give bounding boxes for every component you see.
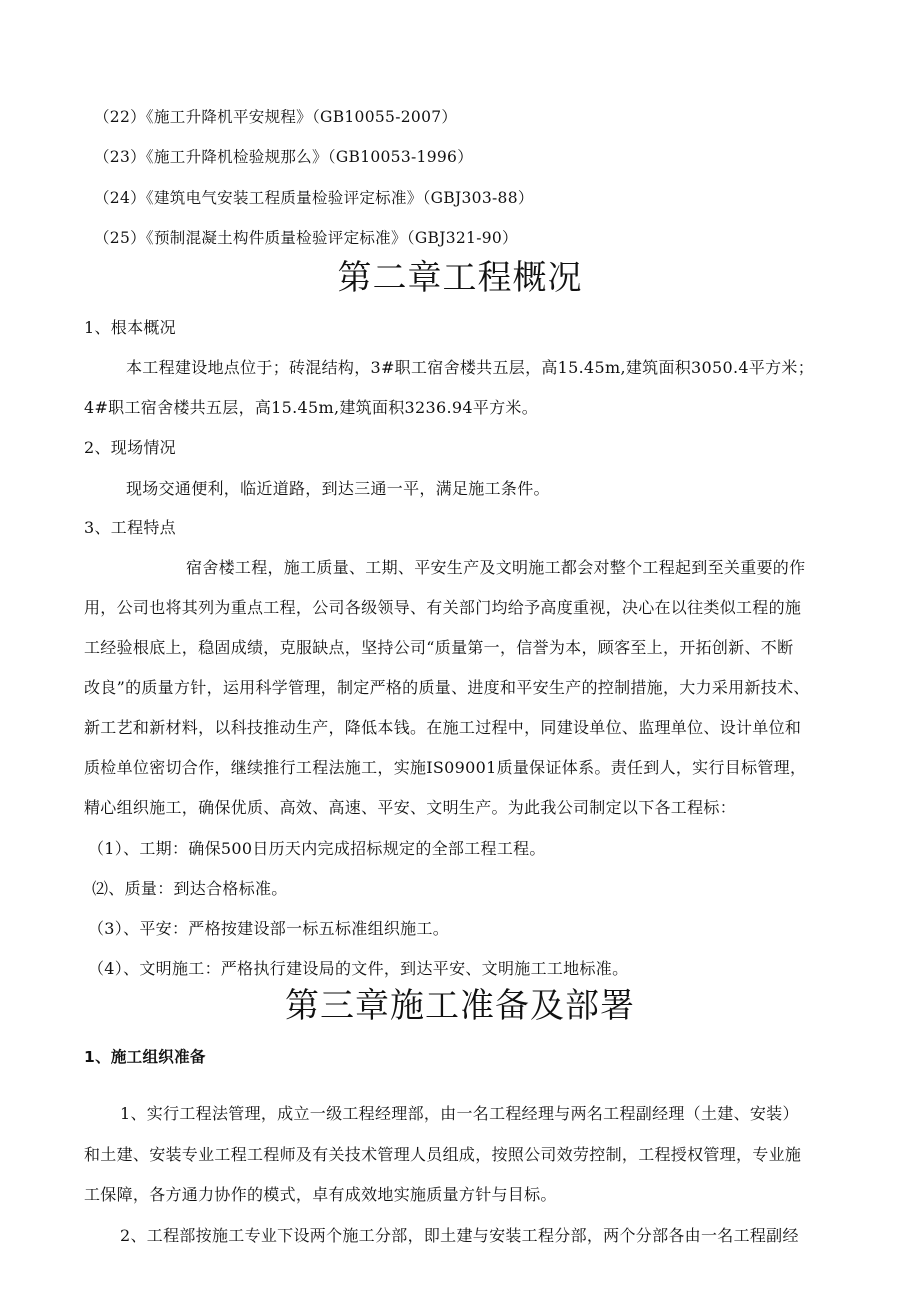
paragraph-line: 精心组织施工，确保优质、高效、高速、平安、文明生产。为此我公司制定以下各工程标： <box>84 798 737 817</box>
paragraph-line: 改良”的质量方针，运用科学管理，制定严格的质量、进度和平安生产的控制措施，大力采用新技术、 <box>84 678 810 697</box>
paragraph-line: 宿舍楼工程，施工质量、工期、平安生产及文明施工都会对整个工程起到至关重要的作 <box>186 558 806 577</box>
paragraph-line: 和土建、安装专业工程工程师及有关技术管理人员组成，按照公司效劳控制，工程授权管理，专业施 <box>84 1145 802 1164</box>
paragraph-line: 用，公司也将其列为重点工程，公司各级领导、有关部门均给予高度重视，决心在以往类似工程的施 <box>84 598 802 617</box>
paragraph-line: 工保障，各方通力协作的模式，卓有成效地实施质量方针与目标。 <box>84 1185 557 1204</box>
paragraph-line: 4#职工宿舍楼共五层，高15.45m,建筑面积3236.94平方米。 <box>84 398 539 417</box>
reference-item: （22）《施工升降机平安规程》（GB10055-2007） <box>94 108 458 126</box>
paragraph-line: 工经验根底上，稳固成绩，克服缺点，坚持公司“质量第一，信誉为本，顾客至上，开拓创新、不断 <box>84 638 794 657</box>
paragraph-line: 2、工程部按施工专业下设两个施工分部，即土建与安装工程分部，两个分部各由一名工程副经 <box>120 1226 799 1245</box>
chapter-title: 第二章工程概况 <box>337 258 583 298</box>
paragraph-line: 本工程建设地点位于；砖混结构，3#职工宿舍楼共五层，高15.45m,建筑面积3050.4平方米； <box>126 358 815 377</box>
paragraph-line: 新工艺和新材料，以科技推动生产，降低本钱。在施工过程中，同建设单位、监理单位、设计单位和 <box>84 718 802 737</box>
goal-item: （3）、平安：严格按建设部一标五标准组织施工。 <box>88 919 450 938</box>
section-heading: 3、工程特点 <box>84 518 176 537</box>
goal-item: （4）、文明施工：严格执行建设局的文件，到达平安、文明施工工地标准。 <box>88 959 629 978</box>
reference-item: （24）《建筑电气安装工程质量检验评定标准》（GBJ303-88） <box>94 189 534 207</box>
reference-item: （25）《预制混凝土构件质量检验评定标准》（GBJ321-90） <box>94 229 518 247</box>
goal-item: ⑵、质量：到达合格标准。 <box>92 879 288 898</box>
goal-item: （1）、工期：确保500日历天内完成招标规定的全部工程工程。 <box>88 839 546 858</box>
chapter-title: 第三章施工准备及部署 <box>285 986 635 1026</box>
paragraph-line: 1、实行工程法管理，成立一级工程经理部，由一名工程经理与两名工程副经理（土建、安装） <box>120 1104 799 1123</box>
reference-item: （23）《施工升降机检验规那么》（GB10053-1996） <box>94 148 473 166</box>
section-heading: 1、根本概况 <box>84 318 176 337</box>
section-heading: 1、施工组织准备 <box>84 1048 206 1066</box>
paragraph-line: 现场交通便利，临近道路，到达三通一平，满足施工条件。 <box>126 479 550 498</box>
paragraph-line: 质检单位密切合作，继续推行工程法施工，实施IS09001质量保证体系。责任到人，实行目标管理， <box>84 758 807 777</box>
section-heading: 2、现场情况 <box>84 438 176 457</box>
